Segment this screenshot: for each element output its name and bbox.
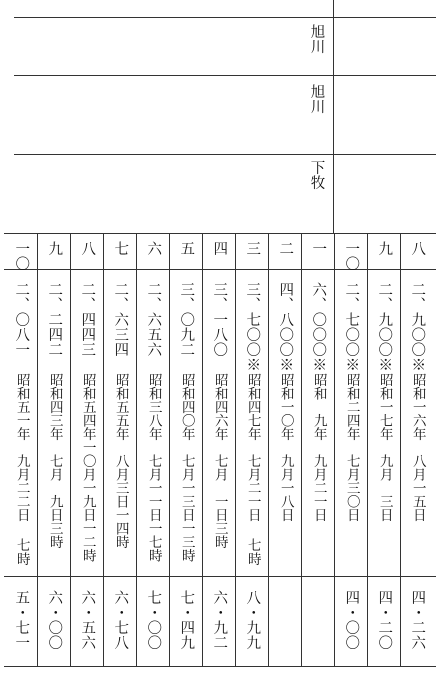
table-cell xyxy=(6,282,36,357)
value-cell: 二、七〇〇※ xyxy=(343,282,360,372)
table-cell xyxy=(204,241,234,256)
column-divider xyxy=(268,233,269,666)
table-cell xyxy=(39,241,69,256)
date-cell: 昭和一六年 八月一五日 xyxy=(409,373,426,522)
value-cell: 二、二四二 xyxy=(46,282,63,357)
temp-cell: 六・九二 xyxy=(211,590,228,650)
temp-cell: 七・四九 xyxy=(178,590,195,650)
station-name: 下牧 xyxy=(308,160,325,190)
column-number: 五 xyxy=(178,241,195,256)
column-divider xyxy=(136,233,137,666)
table-cell xyxy=(138,282,168,357)
value-cell: 三、〇九二 xyxy=(178,282,195,357)
table-cell xyxy=(303,241,333,256)
column-number: 四 xyxy=(211,241,228,256)
value-cell: 二、六五六 xyxy=(145,282,162,357)
table-cell xyxy=(237,241,267,256)
value-cell: 四、八〇〇※ xyxy=(277,282,294,372)
table-cell xyxy=(6,241,36,271)
table-cell xyxy=(336,373,366,522)
table-cell xyxy=(204,590,234,650)
column-divider xyxy=(103,233,104,666)
column-divider xyxy=(400,233,401,666)
table-cell xyxy=(303,282,333,372)
temp-cell: 六・七八 xyxy=(112,590,129,650)
table-cell xyxy=(237,590,267,650)
table-cell xyxy=(171,241,201,256)
table-cell xyxy=(72,373,102,562)
value-cell: 二、〇八一 xyxy=(13,282,30,357)
table-cell xyxy=(369,373,399,522)
table-cell xyxy=(105,373,135,549)
column-number: 六 xyxy=(145,241,162,256)
table-cell xyxy=(105,282,135,357)
date-cell: 昭和五五年 八月三日一四時 xyxy=(112,373,129,549)
table-cell xyxy=(39,282,69,357)
table-cell xyxy=(402,590,432,650)
column-divider xyxy=(367,233,368,666)
table-cell xyxy=(270,373,300,522)
value-cell: 二、九〇〇※ xyxy=(376,282,393,372)
table-cell xyxy=(171,373,201,562)
column-divider xyxy=(334,233,335,666)
top-rule xyxy=(14,17,436,18)
table-cell xyxy=(369,590,399,650)
table-cell xyxy=(105,590,135,650)
table-cell xyxy=(303,373,333,522)
column-number: 八 xyxy=(409,241,426,256)
temp-cell: 五・七一 xyxy=(13,590,30,650)
date-cell: 昭和一〇年 九月一八日 xyxy=(277,373,294,522)
temp-rule xyxy=(4,576,436,577)
table-bottom-rule xyxy=(4,666,436,667)
table-cell xyxy=(39,590,69,650)
date-cell: 昭和 九年 九月二一日 xyxy=(310,373,327,522)
date-cell: 昭和二四年 七月三〇日 xyxy=(343,373,360,522)
column-number: 一〇 xyxy=(343,241,360,271)
table-cell xyxy=(270,241,300,256)
table-cell xyxy=(402,373,432,522)
column-number: 一 xyxy=(310,241,327,256)
table-cell xyxy=(204,282,234,357)
column-number: 二 xyxy=(277,241,294,256)
table-cell xyxy=(336,590,366,650)
date-cell: 昭和四六年 七月 一日三時 xyxy=(211,373,228,549)
column-number: 三 xyxy=(244,241,261,256)
header-rule xyxy=(4,269,436,270)
date-cell: 昭和五四年一〇月一九日一二時 xyxy=(79,373,96,562)
table-cell xyxy=(369,241,399,256)
table-cell xyxy=(39,373,69,549)
temp-cell: 六・〇〇 xyxy=(46,590,63,650)
table-cell xyxy=(138,373,168,562)
table-top-rule xyxy=(4,233,436,234)
column-divider xyxy=(301,233,302,666)
temp-cell: 八・九九 xyxy=(244,590,261,650)
column-divider xyxy=(235,233,236,666)
table-cell xyxy=(171,590,201,650)
column-number: 七 xyxy=(112,241,129,256)
table-cell xyxy=(402,282,432,372)
column-number: 一〇 xyxy=(13,241,30,271)
table-cell xyxy=(237,538,267,566)
date-cell: 昭和四七年 七月二一日 xyxy=(244,373,261,522)
table-cell xyxy=(6,590,36,650)
date-cell: 昭和五一年 九月二二日 xyxy=(13,373,30,522)
column-number: 八 xyxy=(79,241,96,256)
table-cell xyxy=(270,282,300,372)
temp-cell: 七・〇〇 xyxy=(145,590,162,650)
column-divider xyxy=(70,233,71,666)
table-cell xyxy=(237,373,267,522)
upper-divider xyxy=(333,0,334,233)
column-divider xyxy=(37,233,38,666)
date-cell: 昭和一七年 九月 三日 xyxy=(376,373,393,522)
value-cell: 六、〇〇〇※ xyxy=(310,282,327,372)
table-cell xyxy=(336,282,366,372)
table-cell xyxy=(72,590,102,650)
table-cell xyxy=(6,373,36,522)
date-cell: 昭和三八年 七月一一日一七時 xyxy=(145,373,162,562)
value-cell: 二、九〇〇※ xyxy=(409,282,426,372)
upper-rule-2 xyxy=(14,154,436,155)
temp-cell: 四・二六 xyxy=(409,590,426,650)
table-cell xyxy=(402,241,432,256)
table-cell xyxy=(72,282,102,357)
station-name: 旭川 xyxy=(308,84,325,114)
value-cell: 二、四四三 xyxy=(79,282,96,357)
table-cell xyxy=(336,241,366,271)
time-cell: 七時 xyxy=(244,538,261,566)
table-cell xyxy=(6,538,36,566)
temp-cell: 四・二〇 xyxy=(376,590,393,650)
value-cell: 三、一八〇 xyxy=(211,282,228,357)
value-cell: 三、七〇〇※ xyxy=(244,282,261,372)
upper-rule-1 xyxy=(14,75,436,76)
table-cell xyxy=(369,282,399,372)
table-cell xyxy=(237,282,267,372)
table-cell xyxy=(138,241,168,256)
date-cell: 昭和四三年 七月 九日三時 xyxy=(46,373,63,549)
column-number: 九 xyxy=(376,241,393,256)
temp-cell: 四・〇〇 xyxy=(343,590,360,650)
time-cell: 七時 xyxy=(13,538,30,566)
table-cell xyxy=(105,241,135,256)
table-cell xyxy=(72,241,102,256)
table-cell xyxy=(171,282,201,357)
table-cell xyxy=(204,373,234,549)
column-divider xyxy=(202,233,203,666)
temp-cell: 六・五六 xyxy=(79,590,96,650)
table-cell xyxy=(138,590,168,650)
value-cell: 二、六三四 xyxy=(112,282,129,357)
column-number: 九 xyxy=(46,241,63,256)
station-name: 旭川 xyxy=(308,24,325,54)
date-cell: 昭和四〇年 七月一三日一三時 xyxy=(178,373,195,562)
column-divider xyxy=(169,233,170,666)
